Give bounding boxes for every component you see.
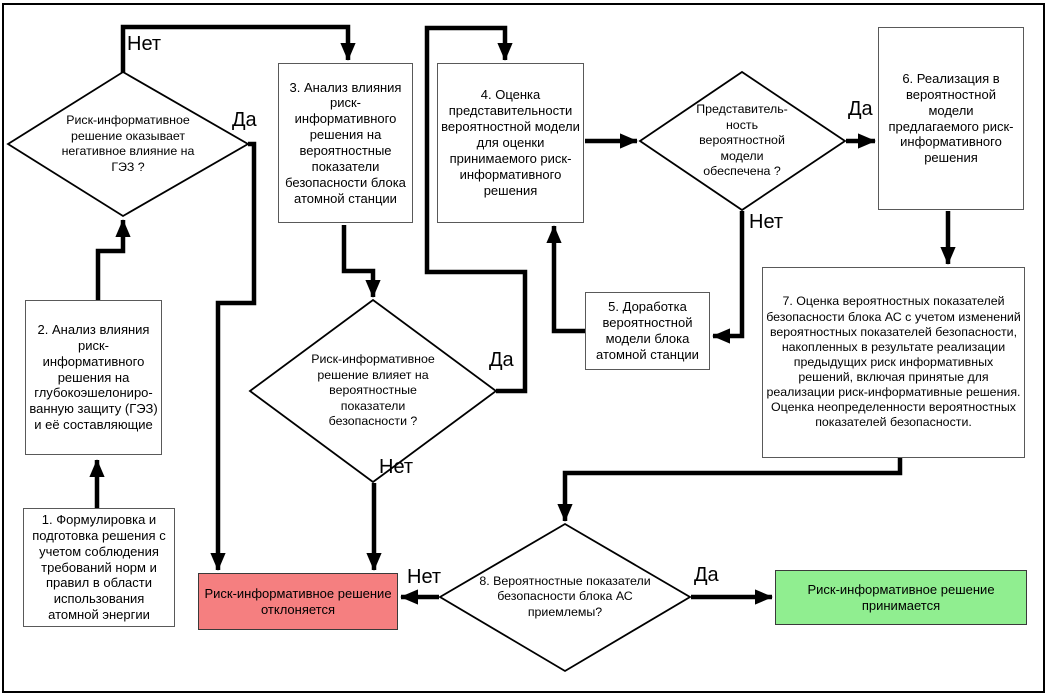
acceptable-no-label: Нет — [407, 566, 442, 588]
step1-box: 1. Формулировка и подготовка решения с учетом соблюдения требований норм и правил в области использования атомной энергии — [23, 508, 175, 627]
decision-influence-label: Риск-информативное решение влияет на вероятностные показатели безопасности ? — [311, 352, 435, 429]
influence-no-label: Нет — [379, 456, 414, 478]
gez-no-label: Нет — [127, 33, 162, 55]
model-yes-label: Да — [848, 98, 873, 120]
accept-box: Риск-информативное решение принимается — [775, 570, 1027, 625]
edge-step5-to-step4 — [554, 226, 585, 331]
step4-box: 4. Оценка представительности вероятностной модели для оценки принимаемого риск-информативного решения — [437, 63, 584, 223]
edge-step2-to-gez — [98, 220, 123, 300]
acceptable-yes-label: Да — [694, 564, 719, 586]
step6-box: 6. Реализация в вероятностной модели предлагаемого риск-информативного решения — [878, 27, 1024, 210]
decision-gez-label: Риск-информативное решение оказывает негативное влияние на ГЭЗ ? — [61, 113, 195, 174]
edge-step3-to-influence — [344, 225, 373, 297]
edge-step7-to-acceptable — [565, 458, 900, 521]
influence-yes-label: Да — [489, 349, 514, 371]
reject-box: Риск-информативное решение отклоняется — [198, 573, 398, 630]
step7-box: 7. Оценка вероятностных показателей безопасности блока АС с учетом изменений вероятностных показателей безопасности, накопленных в результате реализации предыдущих риск информативных решений, включая принятые для реализации риск-информативные решения. Оценка неопределенности вероятностных показателей безопасности. — [762, 267, 1025, 458]
edge-gez-yes-to-reject — [218, 144, 254, 570]
decision-acceptable-label: 8. Вероятностные показатели безопасности блока АС приемлемы? — [479, 573, 651, 619]
gez-yes-label: Да — [232, 109, 257, 131]
decision-model-label: Представитель-ность вероятностной модели обеспечена ? — [696, 102, 788, 179]
edge-model-no-to-step5 — [713, 211, 742, 336]
step2-box: 2. Анализ влияния риск-информативного решения на глубокоэшелониро-ванную защиту (ГЭЗ) и её составляющие — [25, 300, 162, 455]
model-no-label: Нет — [749, 211, 784, 233]
step5-box: 5. Доработка вероятностной модели блока атомной станции — [585, 292, 710, 370]
step3-box: 3. Анализ влияния риск-информативного решения на вероятностные показатели безопасности блока атомной станции — [278, 63, 413, 223]
